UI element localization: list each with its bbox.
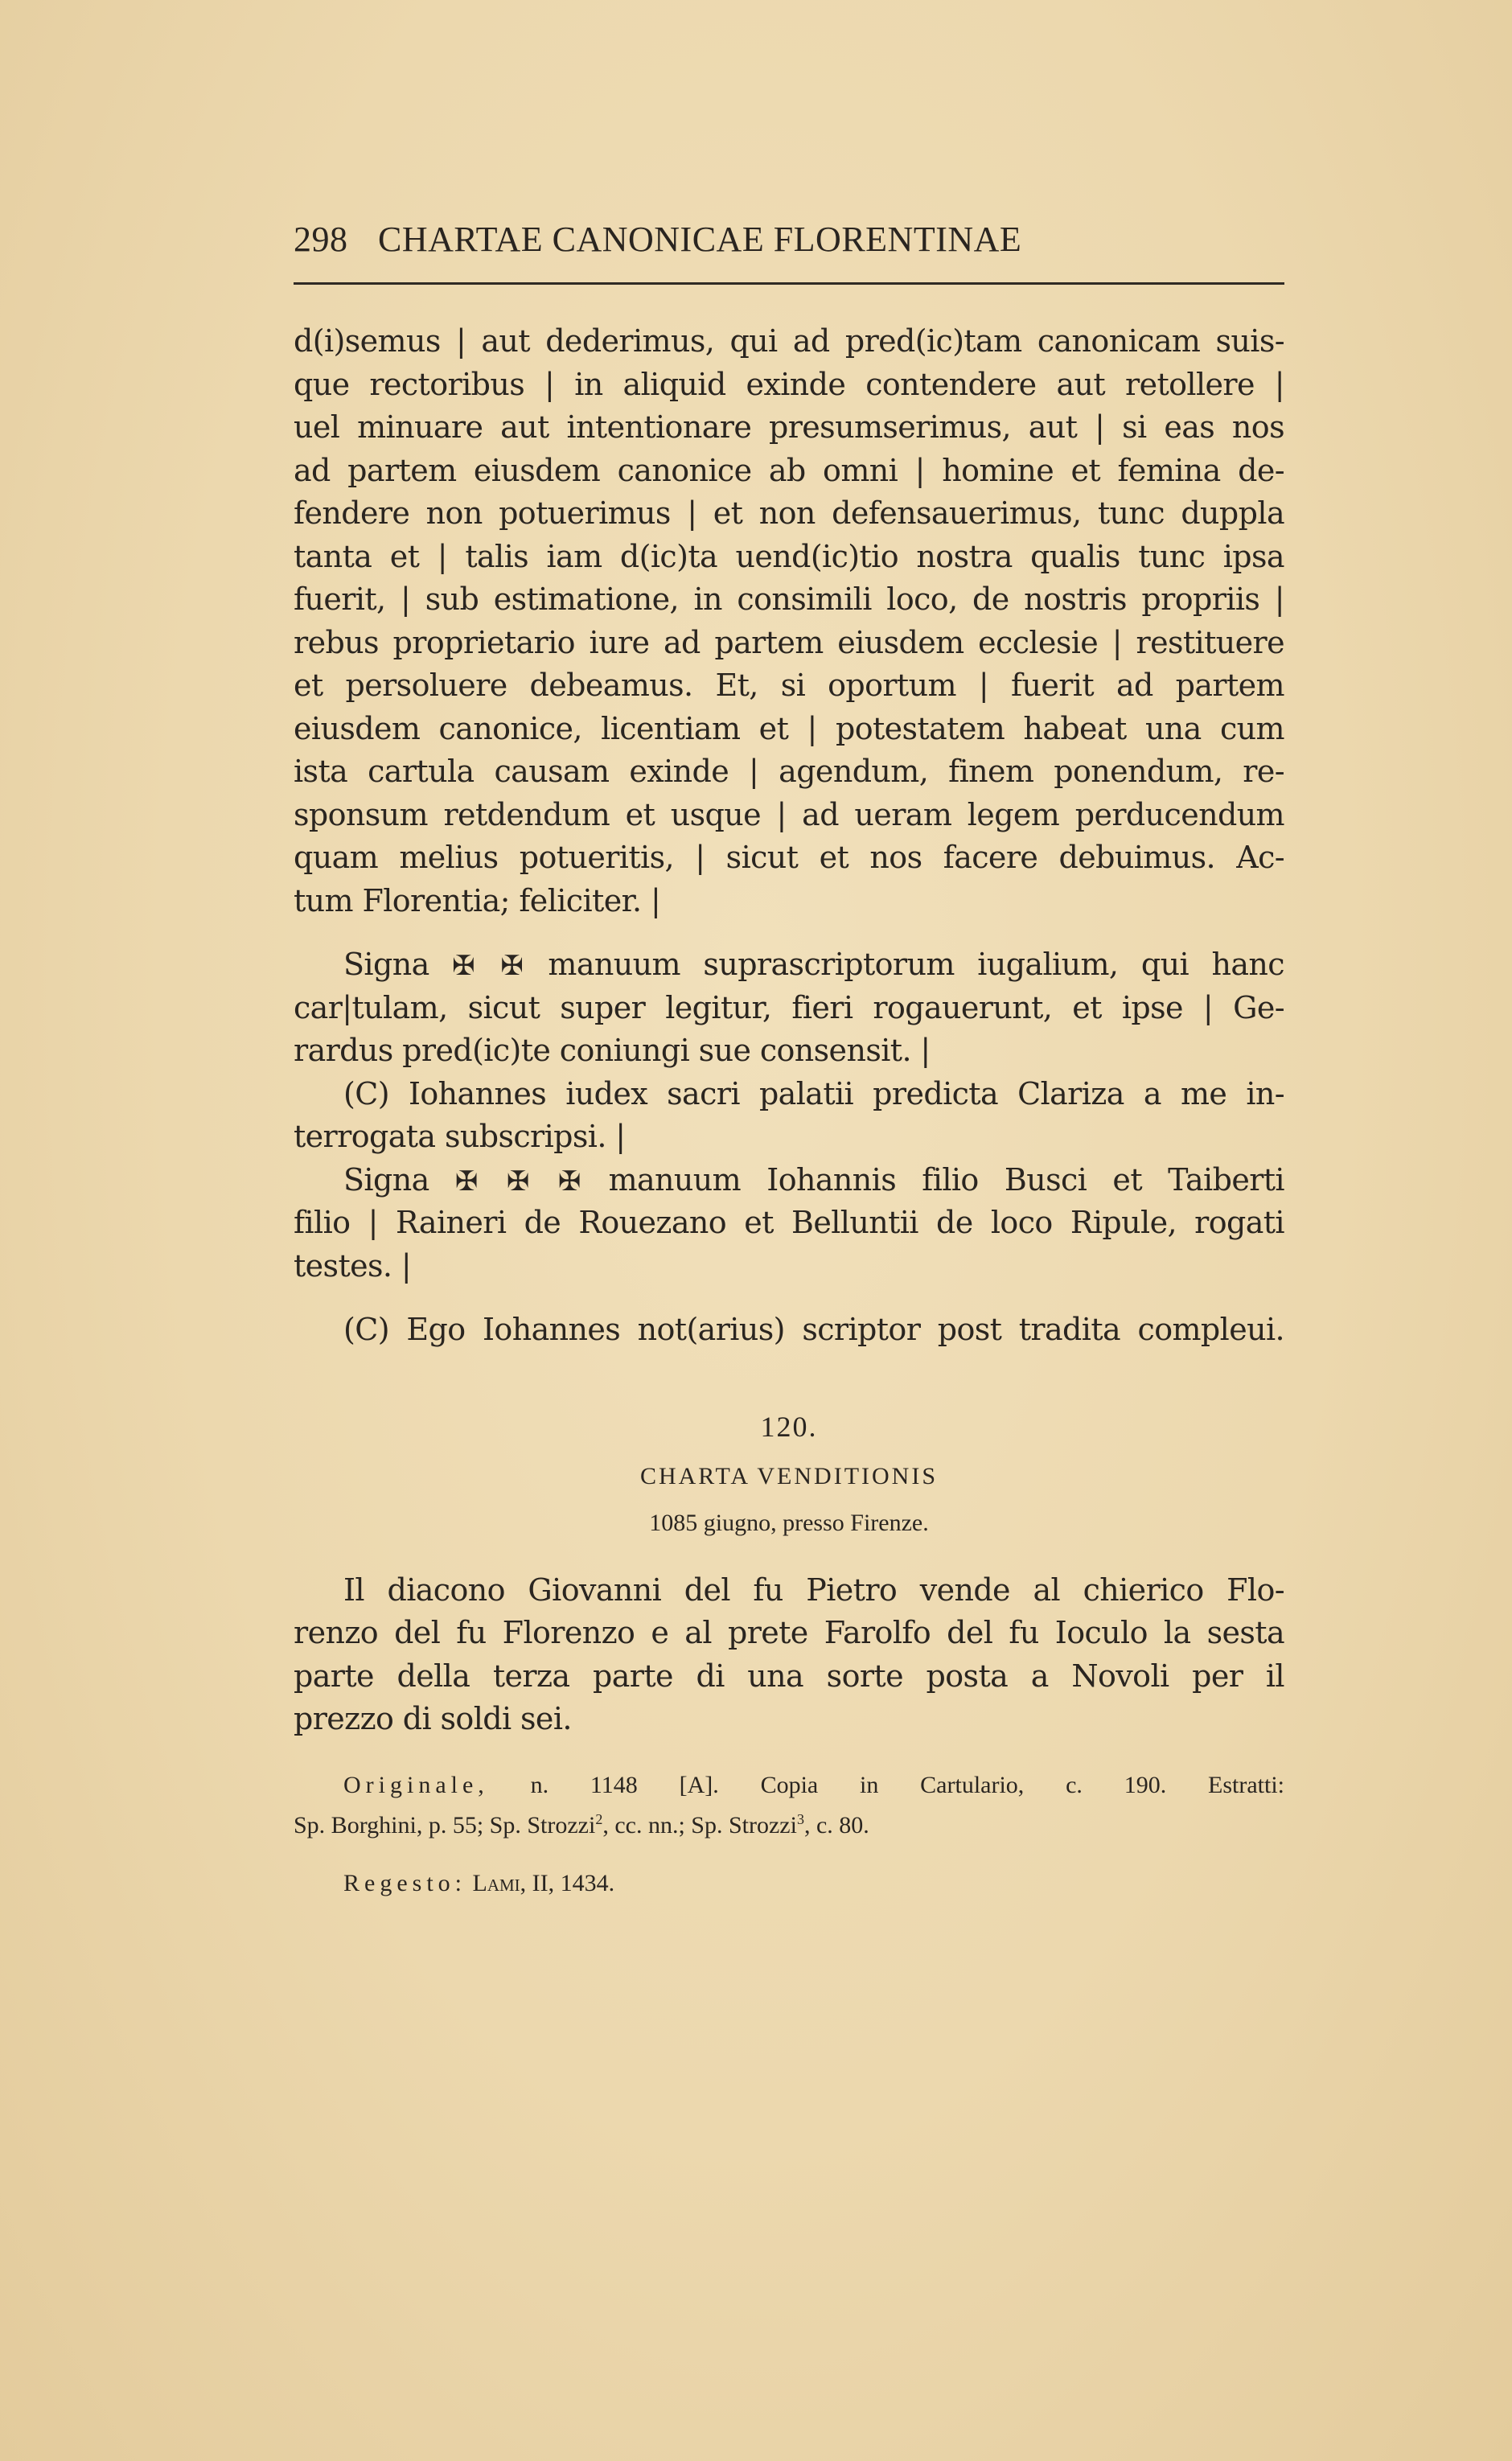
estratti-text: , c. 80. [803, 1811, 869, 1839]
sources-line [294, 1765, 1284, 1806]
charter-text-paragraph [294, 320, 1284, 922]
text-line: terrogata subscripsi. | [294, 1119, 626, 1154]
signum-cross-icon: ✠ ✠ ✠ [454, 1165, 583, 1198]
page-body [294, 320, 1284, 1904]
page-number: 298 [294, 220, 348, 259]
signa-lead: Signa [343, 947, 429, 982]
running-head [294, 219, 1284, 260]
iudex-subscription [294, 1073, 1284, 1159]
text-line: parte della terza parte di una sorte posta a Novoli per il [294, 1658, 1284, 1694]
signa-text: manuum Iohannis filio Busci et Taiberti [608, 1161, 1284, 1198]
text-line: tum Florentia; feliciter. | [294, 882, 661, 918]
text-line: rebus proprietario iure ad partem eiusdem ecclesie | restituere [294, 624, 1284, 660]
signa-testium [294, 1159, 1284, 1288]
signa-iugalium [294, 943, 1284, 1073]
text-line [294, 1159, 1284, 1202]
estratti-label: Estratti: [1208, 1771, 1285, 1798]
originale-label: Originale, [343, 1771, 489, 1798]
text-line: rardus pred(ic)te coniungi sue consensit. | [294, 1033, 931, 1068]
text-line: fendere non potuerimus | et non defensauerimus, tunc duppla [294, 495, 1284, 531]
signa-lead: Signa [343, 1161, 429, 1198]
text-line: testes. | [294, 1247, 412, 1284]
text-line: prezzo di soldi sei. [294, 1701, 572, 1736]
copia-ref: Copia in Cartulario, c. 190. [760, 1771, 1167, 1798]
superscript: 2 [595, 1810, 603, 1827]
text-line: uel minuare aut intentionare presumserimus, aut | si eas nos [294, 409, 1284, 445]
text-line: renzo del fu Florenzo e al prete Farolfo del fu Ioculo la sesta [294, 1615, 1284, 1650]
document-title: CHARTA VENDITIONIS [639, 1462, 939, 1489]
text-line: fuerit, | sub estimatione, in consimili loco, de nostris propriis | [294, 581, 1284, 617]
text-line: eiusdem canonice, licentiam et | potestatem habeat una cum [294, 710, 1284, 746]
running-title: CHARTAE CANONICAE FLORENTINAE [378, 220, 1022, 259]
regesto-ref: , II, 1434. [520, 1869, 615, 1896]
text-line: car|tulam, sicut super legitur, fieri rogauerunt, et ipse | Ge- [294, 989, 1284, 1025]
estratti-text: Sp. Borghini, p. 55; Sp. Strozzi [294, 1811, 596, 1839]
notary-completion: (C) Ego Iohannes not(arius) scriptor post tradita compleui. [343, 1312, 1284, 1347]
header-rule [294, 282, 1284, 285]
document-number: 120. [760, 1410, 818, 1443]
text-line: ista cartula causam exinde | agendum, finem ponendum, re- [294, 754, 1284, 789]
text-line: sponsum retdendum et usque | ad ueram legem perducendum [294, 796, 1284, 832]
text-line [294, 943, 1284, 987]
text-line: ad partem eiusdem canonice ab omni | homine et femina de- [294, 452, 1284, 488]
superscript: 3 [796, 1810, 804, 1827]
text-line: filio | Raineri de Rouezano et Belluntii de loco Ripule, rogati [294, 1205, 1284, 1240]
text-line: et persoluere debeamus. Et, si oportum | fuerit ad partem [294, 668, 1284, 703]
originale-ref: n. 1148 [A]. [530, 1771, 719, 1798]
text-line: que rectoribus | in aliquid exinde contendere aut retollere | [294, 366, 1284, 402]
document-date-place: 1085 giugno, presso Firenze. [649, 1509, 929, 1536]
text-line: Il diacono Giovanni del fu Pietro vende al chierico Flo- [343, 1572, 1284, 1608]
regesto-line [294, 1863, 1284, 1904]
document-summary [294, 1569, 1284, 1741]
sources-note [294, 1765, 1284, 1846]
signa-text: manuum suprascriptorum iugalium, qui hanc [548, 947, 1284, 982]
regesto-label: Regesto: [343, 1869, 466, 1896]
signum-cross-icon: ✠ ✠ [452, 950, 525, 982]
text-line: d(i)semus | aut dederimus, qui ad pred(ic)tam canonicam suis- [294, 323, 1284, 359]
text-line: tanta et | talis iam d(ic)ta uend(ic)tio nostra qualis tunc ipsa [294, 538, 1284, 574]
text-line: quam melius potueritis, | sicut et nos facere debuimus. Ac- [294, 840, 1284, 875]
estratti-line [294, 1806, 1284, 1846]
text-line: (C) Iohannes iudex sacri palatii predicta Clariza a me in- [343, 1075, 1284, 1111]
estratti-text: , cc. nn.; Sp. Strozzi [602, 1811, 797, 1839]
document-120-heading [294, 1410, 1284, 1537]
regesto-author: Lami [472, 1869, 520, 1896]
